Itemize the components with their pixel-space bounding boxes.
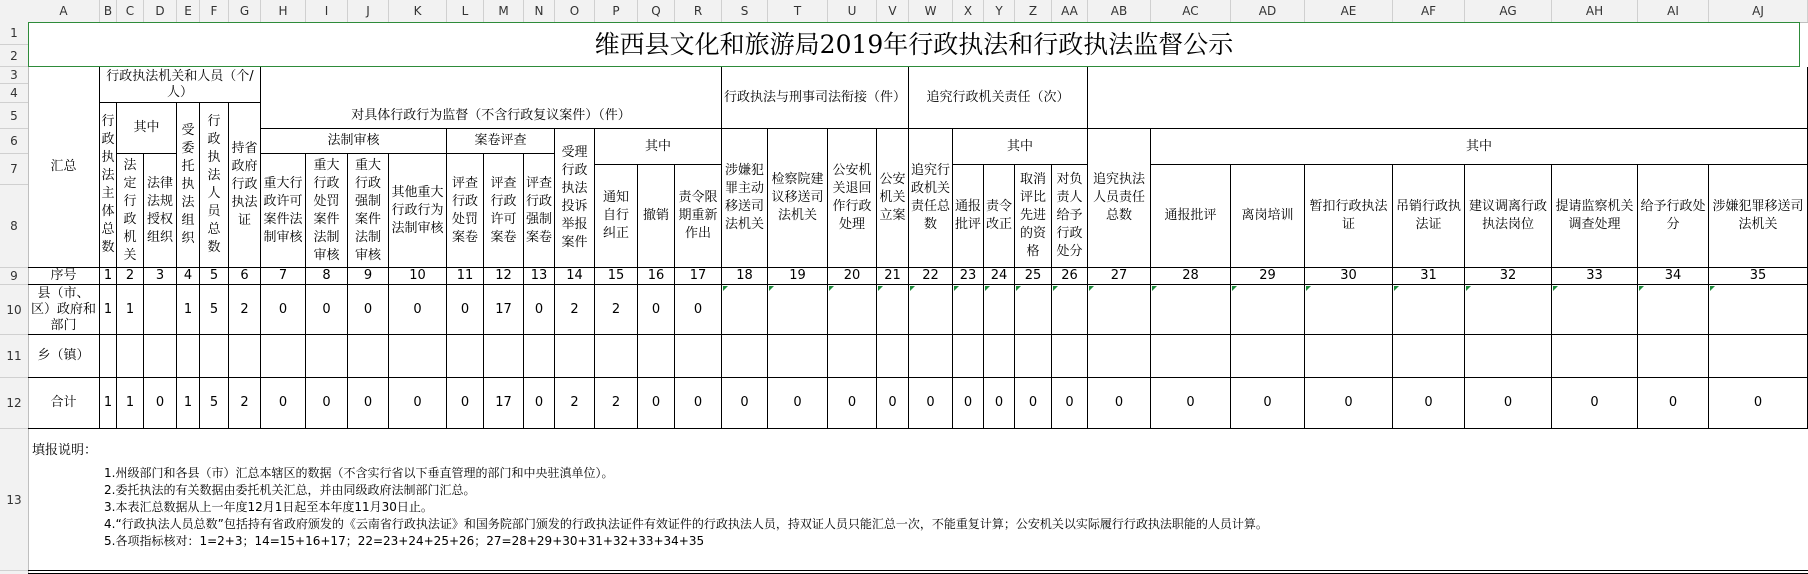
column-letter[interactable]: U xyxy=(828,0,877,22)
seq-cell-1[interactable]: 1 xyxy=(100,268,117,285)
group-supervision-header[interactable]: 对具体行政行为监督（不含行政复议案件）（件） xyxy=(261,67,722,129)
column-letter[interactable]: B xyxy=(100,0,117,22)
data-cell[interactable] xyxy=(828,335,877,378)
error-triangle-icon xyxy=(878,286,883,291)
data-cell[interactable]: 0 xyxy=(348,285,389,335)
note-item: 4.“行政执法人员总数”包括持有省政府颁发的《云南省行政执法证》和国务院部门颁发的行政执法证件有效证件的行政执法人员，持双证人员只能汇总一次，不能重复计算；公安机关以实际履行行政执法职能的人员计算。 xyxy=(104,517,1268,531)
seq-cell-26[interactable]: 26 xyxy=(1052,268,1088,285)
col-header-19[interactable]: 检察院建议移送司法机关 xyxy=(768,129,828,268)
col-header-34[interactable]: 给予行政处分 xyxy=(1638,165,1709,268)
row-number[interactable]: 5 xyxy=(0,103,28,129)
row-number[interactable]: 6 xyxy=(0,129,28,154)
data-cell[interactable]: 0 xyxy=(1709,378,1808,429)
data-cell[interactable] xyxy=(1052,285,1088,335)
data-cell[interactable] xyxy=(768,285,828,335)
column-letter[interactable]: M xyxy=(484,0,524,22)
note-item: 5.各项指标核对：1=2+3；14=15+16+17；22=23+24+25+26；27=28+29+30+31+32+33+34+35 xyxy=(104,534,705,548)
col-header-16[interactable]: 撤销 xyxy=(638,165,675,268)
column-letter[interactable]: Y xyxy=(984,0,1015,22)
data-cell[interactable] xyxy=(1015,335,1052,378)
error-triangle-icon xyxy=(1016,286,1021,291)
data-cell[interactable] xyxy=(144,285,177,335)
col-header-35[interactable]: 涉嫌犯罪移送司法机关 xyxy=(1709,165,1808,268)
column-letter[interactable]: AE xyxy=(1305,0,1393,22)
data-cell[interactable]: 0 xyxy=(1052,378,1088,429)
seq-cell-19[interactable]: 19 xyxy=(768,268,828,285)
col-header-8[interactable]: 重大行政处罚案件法制审核 xyxy=(306,154,348,268)
data-cell[interactable]: 0 xyxy=(768,378,828,429)
row-number[interactable]: 9 xyxy=(0,268,28,285)
col-header-27[interactable]: 追究执法人员责任总数 xyxy=(1088,129,1151,268)
column-letter[interactable]: V xyxy=(877,0,909,22)
data-cell[interactable]: 0 xyxy=(1638,378,1709,429)
data-cell[interactable] xyxy=(1552,335,1638,378)
data-cell[interactable]: 0 xyxy=(447,285,484,335)
data-cell[interactable] xyxy=(524,335,555,378)
seq-cell-8[interactable]: 8 xyxy=(306,268,348,285)
col-header-11[interactable]: 评查行政处罚案卷 xyxy=(447,154,484,268)
data-cell[interactable]: 0 xyxy=(1393,378,1465,429)
seq-cell-30[interactable]: 30 xyxy=(1305,268,1393,285)
seq-cell-35[interactable]: 35 xyxy=(1709,268,1808,285)
file-review-header[interactable]: 案卷评查 xyxy=(447,129,555,154)
error-triangle-icon xyxy=(1232,286,1237,291)
column-letter[interactable]: AI xyxy=(1638,0,1709,22)
data-cell[interactable]: 1 xyxy=(177,378,200,429)
col-header-28[interactable]: 通报批评 xyxy=(1151,165,1231,268)
col-header-21[interactable]: 公安机关立案 xyxy=(877,129,909,268)
seq-cell-3[interactable]: 3 xyxy=(144,268,177,285)
data-cell[interactable]: 2 xyxy=(555,378,595,429)
row-header-bar xyxy=(0,22,29,574)
note-item: 1.州级部门和各县（市）汇总本辖区的数据（不含实行省以下垂直管理的部门和中央驻滇单位）。 xyxy=(104,466,614,480)
col-header-3[interactable]: 法律法规授权组织 xyxy=(144,154,177,268)
seq-cell-33[interactable]: 33 xyxy=(1552,268,1638,285)
column-letter[interactable]: AC xyxy=(1151,0,1231,22)
col-header-13[interactable]: 评查行政强制案卷 xyxy=(524,154,555,268)
data-cell[interactable] xyxy=(722,335,768,378)
data-cell[interactable] xyxy=(1552,285,1638,335)
seq-cell-15[interactable]: 15 xyxy=(595,268,638,285)
data-cell[interactable]: 0 xyxy=(828,378,877,429)
data-cell[interactable] xyxy=(1465,285,1552,335)
data-cell[interactable]: 17 xyxy=(484,285,524,335)
column-letter[interactable]: O xyxy=(555,0,595,22)
data-cell[interactable] xyxy=(877,335,909,378)
column-letter[interactable]: AB xyxy=(1088,0,1151,22)
data-cell[interactable] xyxy=(1465,335,1552,378)
data-cell[interactable] xyxy=(722,285,768,335)
row-number[interactable]: 2 xyxy=(0,45,28,67)
data-cell[interactable]: 0 xyxy=(1552,378,1638,429)
seq-cell-18[interactable]: 18 xyxy=(722,268,768,285)
data-cell[interactable]: 0 xyxy=(524,378,555,429)
data-cell[interactable] xyxy=(1088,285,1151,335)
data-cell[interactable] xyxy=(1151,335,1231,378)
seq-label[interactable]: 序号 xyxy=(28,268,100,285)
seq-cell-6[interactable]: 6 xyxy=(229,268,261,285)
data-cell[interactable]: 0 xyxy=(638,378,675,429)
notes-cell[interactable] xyxy=(28,429,1808,571)
data-cell[interactable]: 0 xyxy=(389,285,447,335)
seq-cell-11[interactable]: 11 xyxy=(447,268,484,285)
blank-header-block[interactable] xyxy=(1088,67,1808,129)
data-cell[interactable]: 5 xyxy=(200,378,229,429)
seq-cell-23[interactable]: 23 xyxy=(953,268,984,285)
data-cell[interactable]: 1 xyxy=(100,378,117,429)
group-agencies-header[interactable]: 行政执法机关和人员（个/人） xyxy=(100,67,261,103)
data-cell[interactable]: 0 xyxy=(261,285,306,335)
seq-cell-27[interactable]: 27 xyxy=(1088,268,1151,285)
note-item: 2.委托执法的有关数据由委托机关汇总，并由同级政府法制部门汇总。 xyxy=(104,483,476,497)
data-cell[interactable] xyxy=(1709,285,1808,335)
col-header-32[interactable]: 建议调离行政执法岗位 xyxy=(1465,165,1552,268)
data-cell[interactable]: 0 xyxy=(675,285,722,335)
column-letter[interactable]: AJ xyxy=(1709,0,1808,22)
seq-cell-13[interactable]: 13 xyxy=(524,268,555,285)
column-letter[interactable]: R xyxy=(675,0,722,22)
error-triangle-icon xyxy=(769,286,774,291)
col-header-23[interactable]: 通报批评 xyxy=(953,165,984,268)
seq-cell-5[interactable]: 5 xyxy=(200,268,229,285)
data-cell[interactable]: 0 xyxy=(909,378,953,429)
data-cell[interactable] xyxy=(1052,335,1088,378)
col-header-10[interactable]: 其他重大行政行为法制审核 xyxy=(389,154,447,268)
group-accountability-header[interactable]: 追究行政机关责任（次） xyxy=(909,67,1088,129)
col-header-6[interactable]: 持省政府行政执法证 xyxy=(229,103,261,268)
column-letter[interactable]: J xyxy=(348,0,389,22)
supervision-qizhong-header[interactable]: 其中 xyxy=(595,129,722,165)
col-header-22[interactable]: 追究行政机关责任总数 xyxy=(909,129,953,268)
accountability-qizhong-header[interactable]: 其中 xyxy=(953,129,1088,165)
data-cell[interactable]: 0 xyxy=(984,378,1015,429)
column-letter[interactable]: P xyxy=(595,0,638,22)
column-letter[interactable]: AH xyxy=(1552,0,1638,22)
seq-cell-34[interactable]: 34 xyxy=(1638,268,1709,285)
seq-cell-29[interactable]: 29 xyxy=(1231,268,1305,285)
data-cell[interactable]: 0 xyxy=(1015,378,1052,429)
data-cell[interactable]: 2 xyxy=(555,285,595,335)
error-triangle-icon xyxy=(1639,286,1644,291)
data-cell[interactable] xyxy=(389,335,447,378)
note-item: 3.本表汇总数据从上一年度12月1日起至本年度11月30日止。 xyxy=(104,500,433,514)
data-cell[interactable] xyxy=(828,285,877,335)
column-letter[interactable]: D xyxy=(144,0,177,22)
data-cell[interactable] xyxy=(555,335,595,378)
seq-cell-7[interactable]: 7 xyxy=(261,268,306,285)
seq-cell-9[interactable]: 9 xyxy=(348,268,389,285)
error-triangle-icon xyxy=(723,286,728,291)
row-label-county[interactable]: 县（市、区）政府和部门 xyxy=(28,285,100,335)
data-cell[interactable] xyxy=(984,285,1015,335)
column-letter[interactable]: A xyxy=(28,0,100,22)
row-number[interactable]: 10 xyxy=(0,285,28,335)
personnel-qizhong-header[interactable]: 其中 xyxy=(1151,129,1808,165)
data-cell[interactable] xyxy=(953,285,984,335)
column-letter[interactable]: AA xyxy=(1052,0,1088,22)
data-cell[interactable] xyxy=(229,335,261,378)
data-cell[interactable] xyxy=(675,335,722,378)
data-cell[interactable]: 0 xyxy=(389,378,447,429)
col-header-17[interactable]: 责令限期重新作出 xyxy=(675,165,722,268)
data-cell[interactable]: 0 xyxy=(722,378,768,429)
seq-cell-10[interactable]: 10 xyxy=(389,268,447,285)
row-label-township[interactable]: 乡（镇） xyxy=(28,335,100,378)
error-triangle-icon xyxy=(954,286,959,291)
col-header-4[interactable]: 受委托执法组织 xyxy=(177,103,200,268)
col-header-7[interactable]: 重大行政许可案件法制审核 xyxy=(261,154,306,268)
data-cell[interactable] xyxy=(595,335,638,378)
column-letter[interactable]: K xyxy=(389,0,447,22)
data-cell[interactable] xyxy=(117,335,144,378)
data-cell[interactable]: 2 xyxy=(595,285,638,335)
col-header-2[interactable]: 法定行政机关 xyxy=(117,154,144,268)
data-cell[interactable] xyxy=(1638,285,1709,335)
data-cell[interactable] xyxy=(484,335,524,378)
error-triangle-icon xyxy=(1306,286,1311,291)
column-letter[interactable]: L xyxy=(447,0,484,22)
error-triangle-icon xyxy=(1394,286,1399,291)
law-review-header[interactable]: 法制审核 xyxy=(261,129,447,154)
spreadsheet-grid xyxy=(28,22,1808,574)
data-cell[interactable] xyxy=(909,285,953,335)
row-number[interactable]: 11 xyxy=(0,335,28,378)
data-cell[interactable] xyxy=(1015,285,1052,335)
sheet-title[interactable]: 维西县文化和旅游局2019年行政执法和行政执法监督公示 xyxy=(28,22,1800,67)
data-cell[interactable] xyxy=(348,335,389,378)
data-cell[interactable]: 0 xyxy=(1465,378,1552,429)
seq-cell-16[interactable]: 16 xyxy=(638,268,675,285)
seq-cell-4[interactable]: 4 xyxy=(177,268,200,285)
col-header-15[interactable]: 通知自行纠正 xyxy=(595,165,638,268)
data-cell[interactable]: 0 xyxy=(638,285,675,335)
col-header-18[interactable]: 涉嫌犯罪主动移送司法机关 xyxy=(722,129,768,268)
error-triangle-icon xyxy=(1089,286,1094,291)
error-triangle-icon xyxy=(1710,286,1715,291)
column-letter[interactable]: T xyxy=(768,0,828,22)
data-cell[interactable]: 0 xyxy=(1231,378,1305,429)
agencies-qizhong-header[interactable]: 其中 xyxy=(117,103,177,154)
data-cell[interactable]: 0 xyxy=(1088,378,1151,429)
error-triangle-icon xyxy=(1053,286,1058,291)
notes-heading: 填报说明： xyxy=(32,443,98,458)
column-letter[interactable]: X xyxy=(953,0,984,22)
column-letter[interactable]: AG xyxy=(1465,0,1552,22)
col-header-12[interactable]: 评查行政许可案卷 xyxy=(484,154,524,268)
error-triangle-icon xyxy=(910,286,915,291)
data-cell[interactable] xyxy=(1638,335,1709,378)
data-cell[interactable]: 0 xyxy=(675,378,722,429)
data-cell[interactable]: 1 xyxy=(100,285,117,335)
data-cell[interactable] xyxy=(984,335,1015,378)
row-number[interactable]: 4 xyxy=(0,84,28,103)
notes-list xyxy=(32,465,1268,550)
data-cell[interactable] xyxy=(1231,285,1305,335)
row-number[interactable]: 3 xyxy=(0,67,28,84)
col-header-1[interactable]: 行政执法主体总数 xyxy=(100,103,117,268)
column-letter[interactable]: S xyxy=(722,0,768,22)
data-cell[interactable] xyxy=(1231,335,1305,378)
seq-cell-12[interactable]: 12 xyxy=(484,268,524,285)
data-cell[interactable] xyxy=(1151,285,1231,335)
col-header-24[interactable]: 责令改正 xyxy=(984,165,1015,268)
data-cell[interactable]: 1 xyxy=(117,285,144,335)
data-cell[interactable]: 0 xyxy=(524,285,555,335)
error-triangle-icon xyxy=(985,286,990,291)
seq-cell-25[interactable]: 25 xyxy=(1015,268,1052,285)
column-letter[interactable]: Q xyxy=(638,0,675,22)
col-header-14[interactable]: 受理行政执法投诉举报案件 xyxy=(555,129,595,268)
data-cell[interactable] xyxy=(200,335,229,378)
column-letter[interactable]: AF xyxy=(1393,0,1465,22)
column-letter[interactable]: I xyxy=(306,0,348,22)
data-cell[interactable]: 0 xyxy=(144,378,177,429)
data-cell[interactable] xyxy=(261,335,306,378)
data-cell[interactable]: 0 xyxy=(877,378,909,429)
col-header-5[interactable]: 行政执法人员总数 xyxy=(200,103,229,268)
data-cell[interactable] xyxy=(447,335,484,378)
seq-cell-24[interactable]: 24 xyxy=(984,268,1015,285)
data-cell[interactable]: 2 xyxy=(595,378,638,429)
column-letter[interactable]: AD xyxy=(1231,0,1305,22)
seq-cell-28[interactable]: 28 xyxy=(1151,268,1231,285)
col-header-29[interactable]: 离岗培训 xyxy=(1231,165,1305,268)
column-letter[interactable]: E xyxy=(177,0,200,22)
data-cell[interactable] xyxy=(638,335,675,378)
data-cell[interactable] xyxy=(1709,335,1808,378)
data-cell[interactable] xyxy=(306,335,348,378)
seq-cell-2[interactable]: 2 xyxy=(117,268,144,285)
column-letter[interactable]: N xyxy=(524,0,555,22)
column-header-bar xyxy=(0,0,1808,23)
row-number[interactable]: 1 xyxy=(0,22,28,45)
seq-cell-21[interactable]: 21 xyxy=(877,268,909,285)
data-cell[interactable]: 1 xyxy=(117,378,144,429)
col-header-25[interactable]: 取消评比先进的资格 xyxy=(1015,165,1052,268)
column-letter[interactable]: H xyxy=(261,0,306,22)
row-label-total[interactable]: 合计 xyxy=(28,378,100,429)
data-cell[interactable]: 1 xyxy=(177,285,200,335)
data-cell[interactable]: 0 xyxy=(1151,378,1231,429)
column-letter[interactable]: G xyxy=(229,0,261,22)
error-triangle-icon xyxy=(829,286,834,291)
seq-cell-14[interactable]: 14 xyxy=(555,268,595,285)
error-triangle-icon xyxy=(1466,286,1471,291)
row-number[interactable]: 8 xyxy=(0,185,28,268)
error-triangle-icon xyxy=(1152,286,1157,291)
column-letter[interactable]: Z xyxy=(1015,0,1052,22)
col-header-26[interactable]: 对负责人给予行政处分 xyxy=(1052,165,1088,268)
column-letter[interactable]: C xyxy=(117,0,144,22)
seq-cell-17[interactable]: 17 xyxy=(675,268,722,285)
column-letter[interactable]: F xyxy=(200,0,229,22)
row-number[interactable]: 7 xyxy=(0,154,28,185)
row-number[interactable]: 13 xyxy=(0,429,28,571)
seq-cell-31[interactable]: 31 xyxy=(1393,268,1465,285)
seq-cell-20[interactable]: 20 xyxy=(828,268,877,285)
col-header-33[interactable]: 提请监察机关调查处理 xyxy=(1552,165,1638,268)
data-cell[interactable] xyxy=(144,335,177,378)
data-cell[interactable] xyxy=(1305,335,1393,378)
data-cell[interactable]: 0 xyxy=(261,378,306,429)
data-cell[interactable] xyxy=(1305,285,1393,335)
data-cell[interactable] xyxy=(909,335,953,378)
col-header-9[interactable]: 重大行政强制案件法制审核 xyxy=(348,154,389,268)
data-cell[interactable] xyxy=(1393,285,1465,335)
seq-cell-22[interactable]: 22 xyxy=(909,268,953,285)
row-number[interactable]: 12 xyxy=(0,378,28,429)
col-header-30[interactable]: 暂扣行政执法证 xyxy=(1305,165,1393,268)
data-cell[interactable] xyxy=(177,335,200,378)
data-cell[interactable]: 0 xyxy=(306,378,348,429)
data-cell[interactable]: 5 xyxy=(200,285,229,335)
data-cell[interactable] xyxy=(768,335,828,378)
data-cell[interactable]: 0 xyxy=(447,378,484,429)
data-cell[interactable]: 2 xyxy=(229,378,261,429)
column-letter[interactable]: W xyxy=(909,0,953,22)
error-triangle-icon xyxy=(1553,286,1558,291)
data-cell[interactable]: 0 xyxy=(306,285,348,335)
data-cell[interactable] xyxy=(1088,335,1151,378)
huizong-header[interactable]: 汇总 xyxy=(28,67,100,268)
group-criminal-header[interactable]: 行政执法与刑事司法衔接（件） xyxy=(722,67,909,129)
data-cell[interactable] xyxy=(953,335,984,378)
col-header-20[interactable]: 公安机关退回作行政处理 xyxy=(828,129,877,268)
data-cell[interactable] xyxy=(1393,335,1465,378)
data-cell[interactable]: 0 xyxy=(348,378,389,429)
data-cell[interactable]: 2 xyxy=(229,285,261,335)
data-cell[interactable] xyxy=(100,335,117,378)
col-header-31[interactable]: 吊销行政执法证 xyxy=(1393,165,1465,268)
data-cell[interactable]: 17 xyxy=(484,378,524,429)
data-cell[interactable] xyxy=(877,285,909,335)
data-cell[interactable]: 0 xyxy=(953,378,984,429)
data-cell[interactable]: 0 xyxy=(1305,378,1393,429)
seq-cell-32[interactable]: 32 xyxy=(1465,268,1552,285)
